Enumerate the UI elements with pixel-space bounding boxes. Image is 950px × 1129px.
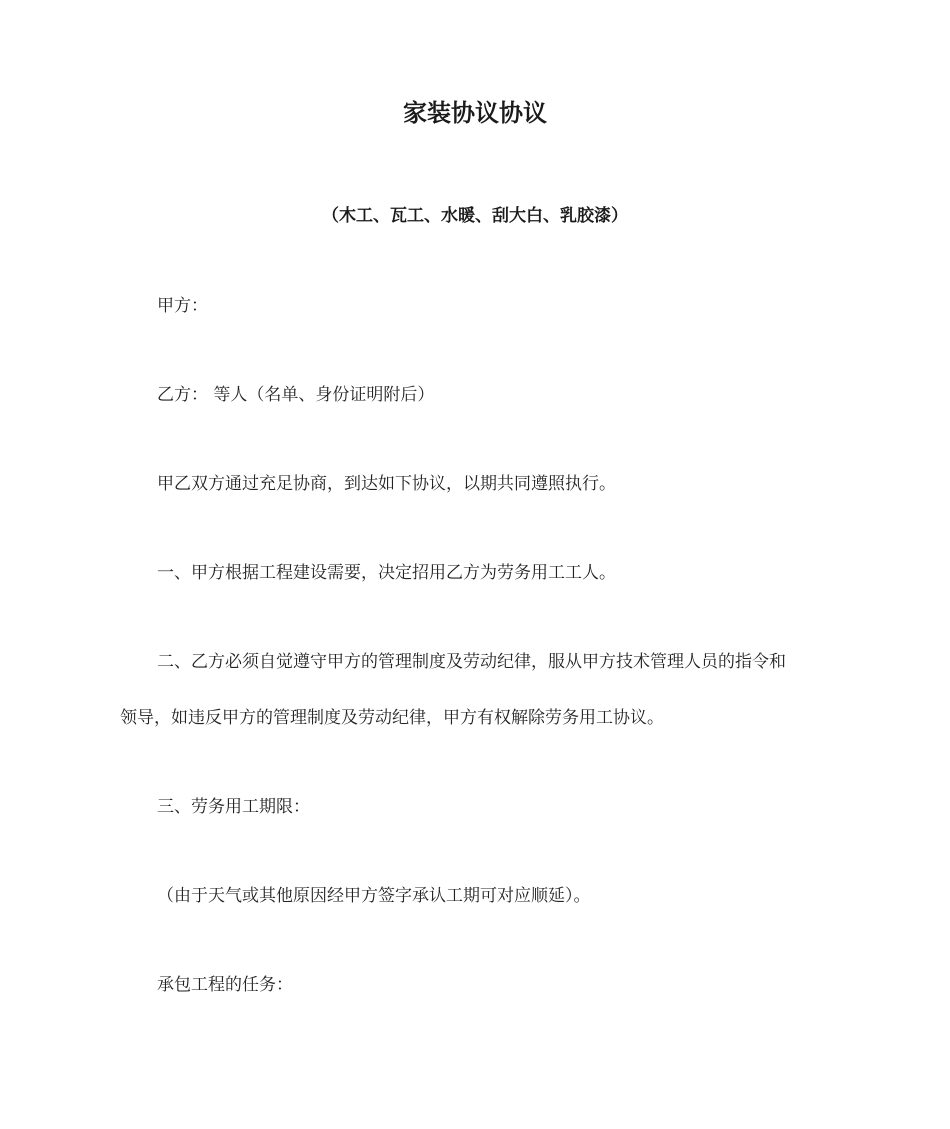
clause-2-line-2: 领导，如违反甲方的管理制度及劳动纪律，甲方有权解除劳务用工协议。 [120, 708, 664, 728]
clause-2-line-1: 二、乙方必须自觉遵守甲方的管理制度及劳动纪律，服从甲方技术管理人员的指令和 [157, 652, 786, 672]
clause-3-note: （由于天气或其他原因经甲方签字承认工期可对应顺延）。 [157, 886, 591, 906]
document-subtitle: （木工、瓦工、水暖、刮大白、乳胶漆） [322, 206, 628, 226]
clause-3: 三、劳务用工期限： [157, 797, 310, 817]
document-title: 家装协议协议 [403, 99, 547, 127]
task-heading: 承包工程的任务： [157, 975, 293, 995]
clause-1: 一、甲方根据工程建设需要，决定招用乙方为劳务用工工人。 [157, 563, 616, 583]
party-b-line: 乙方： 等人（名单、身份证明附后） [157, 385, 435, 405]
intro-paragraph: 甲乙双方通过充足协商，到达如下协议，以期共同遵照执行。 [157, 474, 616, 494]
party-a-line: 甲方： [157, 296, 208, 316]
